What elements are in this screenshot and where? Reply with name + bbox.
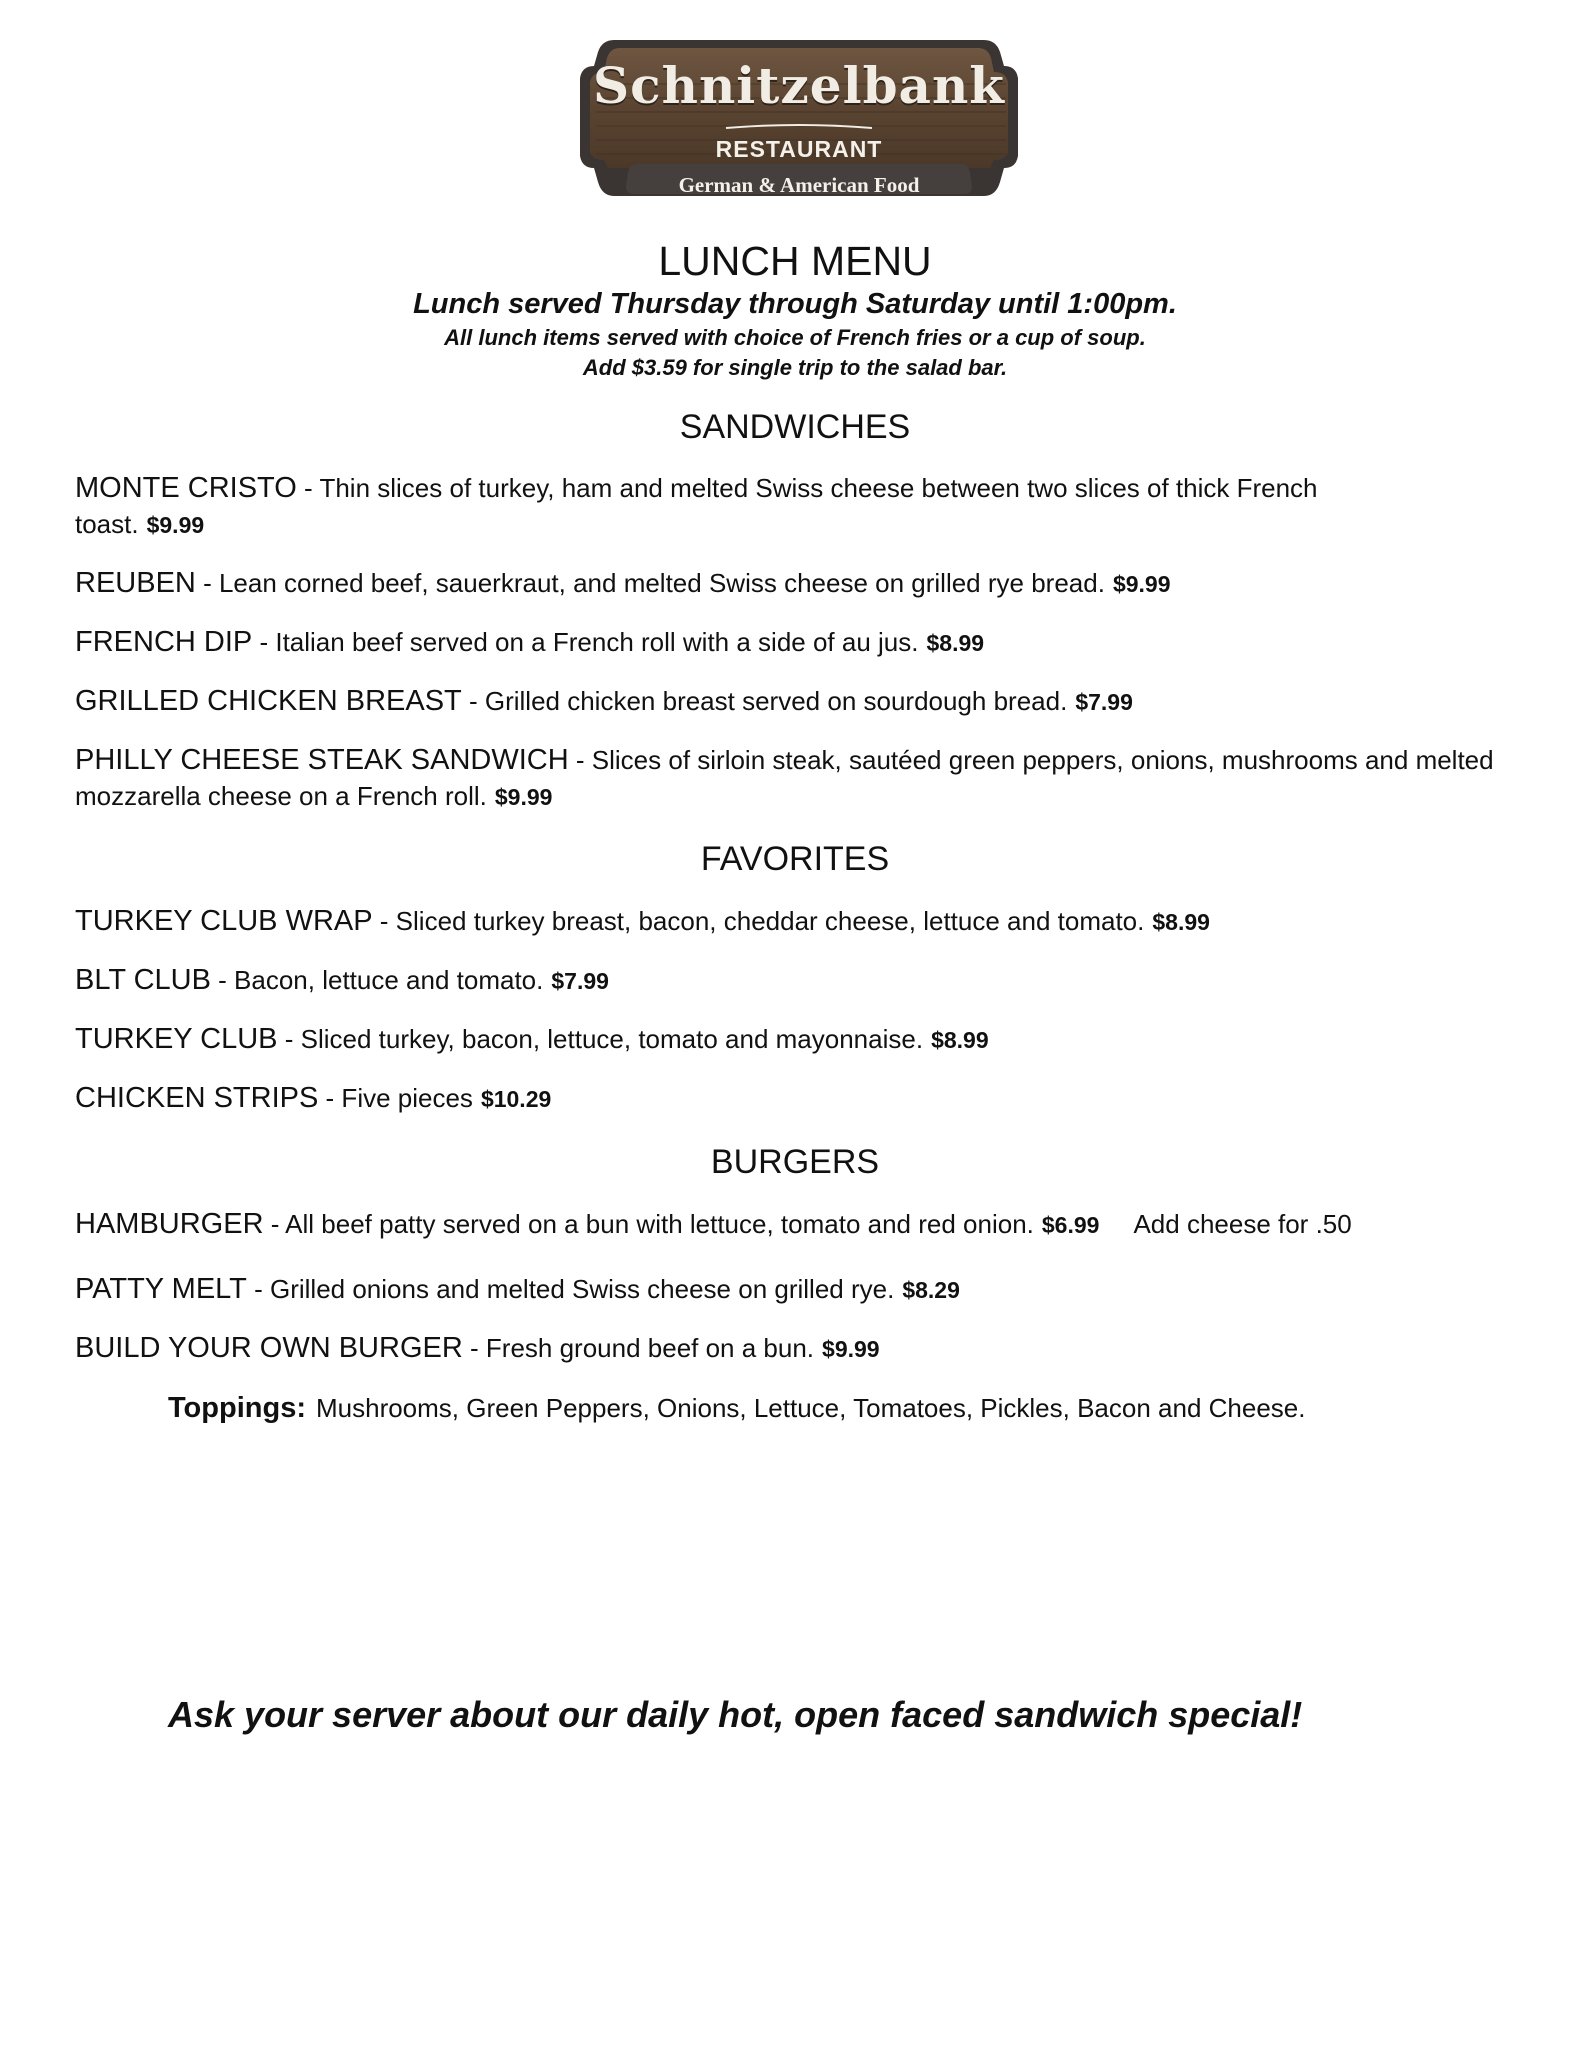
item-name: TURKEY CLUB WRAP	[75, 905, 373, 937]
menu-item	[75, 1330, 1525, 1367]
item-description: - Lean corned beef, sauerkraut, and melted Swiss cheese on grilled rye bread.	[195, 568, 1105, 598]
menu-item	[75, 1021, 1525, 1058]
item-price: $10.29	[480, 1086, 552, 1112]
menu-item	[75, 624, 1525, 661]
toppings-line	[168, 1392, 1305, 1425]
item-description: - Slices of sirloin steak, sautéed green peppers, onions, mushrooms and melted mozzarella cheese on a French roll.	[75, 745, 1494, 811]
menu-item	[75, 962, 1525, 999]
item-price: $9.99	[494, 784, 553, 810]
menu-item	[75, 1080, 1525, 1117]
restaurant-logo	[576, 36, 1022, 204]
menu-title: LUNCH MENU	[658, 238, 932, 284]
item-description: - Fresh ground beef on a bun.	[462, 1333, 815, 1363]
sides-note: All lunch items served with choice of French fries or a cup of soup.	[444, 325, 1146, 350]
menu-item	[75, 683, 1525, 720]
item-description: - Grilled onions and melted Swiss cheese on grilled rye.	[246, 1274, 895, 1304]
item-description: - Thin slices of turkey, ham and melted Swiss cheese between two slices of thick French toast.	[75, 473, 1318, 539]
item-price: $9.99	[1112, 571, 1171, 597]
add-cheese-note: Add cheese for .50	[1133, 1209, 1352, 1239]
menu-item	[75, 565, 1525, 602]
item-price: $8.29	[902, 1277, 960, 1303]
item-description: - All beef patty served on a bun with lettuce, tomato and red onion.	[263, 1209, 1034, 1239]
item-name: FRENCH DIP	[75, 626, 253, 658]
item-price: $8.99	[1152, 909, 1210, 935]
item-name: BLT CLUB	[75, 964, 211, 996]
item-description: - Sliced turkey breast, bacon, cheddar cheese, lettuce and tomato.	[372, 906, 1145, 936]
item-description: - Grilled chicken breast served on sourdough bread.	[461, 686, 1068, 716]
toppings-label: Toppings:	[168, 1392, 306, 1424]
toppings-list: Mushrooms, Green Peppers, Onions, Lettuce, Tomatoes, Pickles, Bacon and Cheese.	[315, 1393, 1306, 1423]
item-name: PHILLY CHEESE STEAK SANDWICH	[75, 744, 569, 776]
item-name: BUILD YOUR OWN BURGER	[75, 1332, 463, 1364]
item-price: $9.99	[822, 1336, 880, 1362]
section-heading-sandwiches: SANDWICHES	[679, 408, 911, 446]
item-name: HAMBURGER	[75, 1208, 264, 1240]
lunch-hours-subtitle: Lunch served Thursday through Saturday until 1:00pm.	[413, 288, 1177, 320]
item-name: REUBEN	[75, 567, 196, 599]
item-price: $7.99	[1075, 689, 1133, 715]
item-description: - Sliced turkey, bacon, lettuce, tomato and mayonnaise.	[277, 1024, 924, 1054]
item-name: MONTE CRISTO	[75, 472, 297, 504]
daily-special-note: Ask your server about our daily hot, open faced sandwich special!	[168, 1694, 1303, 1735]
item-name: CHICKEN STRIPS	[75, 1082, 319, 1114]
logo-restaurant-text: RESTAURANT	[715, 136, 883, 162]
item-name: GRILLED CHICKEN BREAST	[75, 685, 462, 717]
item-description: - Italian beef served on a French roll with a side of au jus.	[252, 627, 919, 657]
item-price: $8.99	[931, 1027, 989, 1053]
item-price: $8.99	[926, 630, 985, 656]
item-name: PATTY MELT	[75, 1273, 247, 1305]
item-description: - Bacon, lettuce and tomato.	[210, 965, 544, 995]
section-heading-burgers: BURGERS	[710, 1143, 880, 1181]
item-name: TURKEY CLUB	[75, 1023, 278, 1055]
menu-item	[75, 470, 1420, 543]
item-price: $9.99	[146, 512, 205, 538]
menu-item	[75, 903, 1525, 940]
item-price: $7.99	[551, 968, 609, 994]
logo-tagline-text: German & American Food	[678, 173, 920, 197]
menu-item	[75, 1271, 1525, 1308]
menu-item	[75, 742, 1525, 815]
menu-item	[75, 1206, 1525, 1243]
logo-name-text: Schnitzelbank	[593, 56, 1005, 115]
salad-bar-note: Add $3.59 for single trip to the salad bar.	[582, 355, 1008, 380]
item-price: $6.99	[1041, 1212, 1100, 1238]
item-description: - Five pieces	[318, 1083, 473, 1113]
section-heading-favorites: FAVORITES	[700, 840, 890, 878]
